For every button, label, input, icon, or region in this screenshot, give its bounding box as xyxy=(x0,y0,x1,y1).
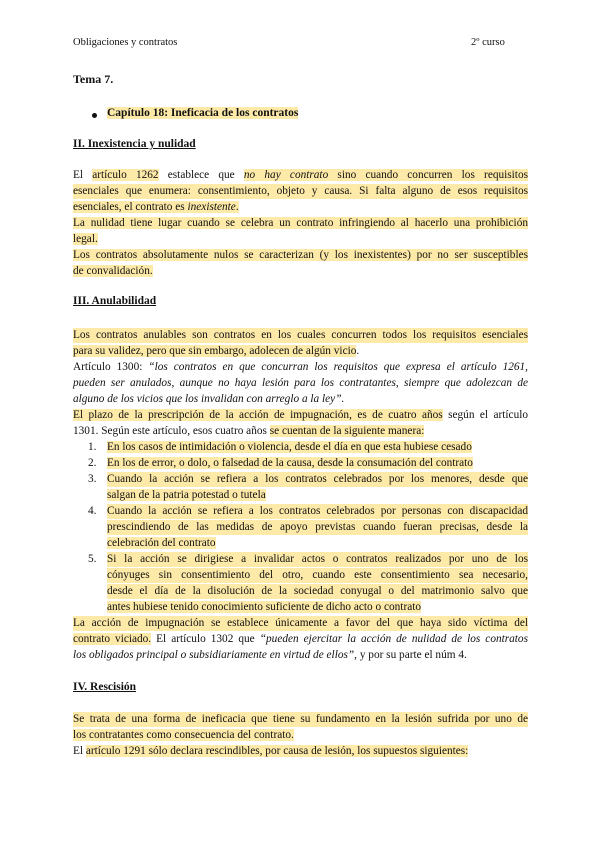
list-item-cont: desde el día de la disolución de la sociedad conyugal o del matrimonio salvo que xyxy=(107,585,528,597)
sec3-para-3: los obligados principal o subsidiariamente en virtud de ellos”, y por su parte el núm 4. xyxy=(73,649,467,661)
list-item: Si la acción se dirigiese a invalidar actos o contratos realizados por uno de los xyxy=(107,553,528,565)
sec3-line-1: Los contratos anulables son contratos en los cuales concurren todos los requisitos esenciales xyxy=(73,329,528,341)
list-number: 1. xyxy=(88,441,97,453)
tema-title: Tema 7. xyxy=(73,72,114,86)
sec4-line-2: los contratantes como consecuencia del contrato. xyxy=(73,729,294,741)
sec3-para-2: contrato viciado. El artículo 1302 que “pueden ejercitar la acción de nulidad de los contratos xyxy=(73,633,528,645)
sec2-line-1: El artículo 1262 establece que no hay contrato sino cuando concurren los requisitos xyxy=(73,169,528,181)
list-number: 2. xyxy=(88,457,97,469)
chapter-title: Capítulo 18: Ineficacia de los contratos xyxy=(107,107,299,119)
list-item: En los casos de intimidación o violencia, desde el día en que esta hubiese cesado xyxy=(107,441,472,453)
list-number: 4. xyxy=(88,505,97,517)
section-ii-heading: II. Inexistencia y nulidad xyxy=(73,138,196,150)
list-item: En los de error, o dolo, o falsedad de la causa, desde la consumación del contrato xyxy=(107,457,473,469)
sec3-line-2: para su validez, pero que sin embargo, adolecen de algún vicio. xyxy=(73,345,360,357)
sec2-line-6: Los contratos absolutamente nulos se caracterizan (y los inexistentes) por no ser susceptibles xyxy=(73,249,528,261)
sec2-line-7: de convalidación. xyxy=(73,265,153,277)
list-number: 5. xyxy=(88,553,97,565)
sec2-line-2: esenciales que enumera: consentimiento, objeto y causa. Si falta alguno de esos requisitos xyxy=(73,185,528,197)
sec4-line-1: Se trata de una forma de ineficacia que tiene su fundamento en la lesión sufrida por uno de xyxy=(73,713,528,725)
sec2-line-3: esenciales, el contrato es inexistente. xyxy=(73,201,239,213)
list-item-cont: celebración del contrato xyxy=(107,537,216,549)
list-item-cont: antes hubiese tenido conocimiento suficiente de dicho acto o contrato xyxy=(107,601,422,613)
sec2-line-5: legal. xyxy=(73,233,98,245)
sec3-line-6: El plazo de la prescripción de la acción de impugnación, es de cuatro años según el artículo xyxy=(73,409,529,421)
sec3-line-5: alguno de los vicios que los invalidan con arreglo a la ley”. xyxy=(73,393,345,405)
sec2-line-4: La nulidad tiene lugar cuando se celebra un contrato infringiendo al hacerlo una prohibición xyxy=(73,217,528,229)
list-number: 3. xyxy=(88,473,97,485)
sec3-line-3: Artículo 1300: “los contratos en que concurran los requisitos que expresa el artículo 1261, xyxy=(73,361,528,373)
list-item: Cuando la acción se refiera a los contratos celebrados por los menores, desde que xyxy=(107,473,528,485)
sec3-line-7: 1301. Según este artículo, esos cuatro años se cuentan de la siguiente manera: xyxy=(73,425,425,437)
list-item-cont: cónyuges sin consentimiento del otro, cuando este consentimiento sea necesario, xyxy=(107,569,528,581)
list-item-cont: salgan de la patria potestad o tutela xyxy=(107,489,266,501)
header-course: 2º curso xyxy=(471,37,505,48)
list-item: Cuando la acción se refiera a los contratos celebrados por personas con discapacidad xyxy=(107,505,528,517)
section-iv-heading: IV. Rescisión xyxy=(73,681,137,693)
list-item-cont: prescindiendo de las medidas de apoyo previstas cuando fueran precisas, desde la xyxy=(107,521,528,533)
sec4-line-3: El artículo 1291 sólo declara rescindibles, por causa de lesión, los supuestos siguientes: xyxy=(73,745,469,757)
bullet-icon xyxy=(92,113,97,118)
section-iii-heading: III. Anulabilidad xyxy=(73,295,157,307)
sec3-para-1: La acción de impugnación se establece únicamente a favor del que haya sido víctima del xyxy=(73,617,528,629)
sec3-line-4: pueden ser anulados, aunque no haya lesión para los contratantes, siempre que adolezcan de xyxy=(73,377,528,389)
header-subject: Obligaciones y contratos xyxy=(73,37,178,48)
